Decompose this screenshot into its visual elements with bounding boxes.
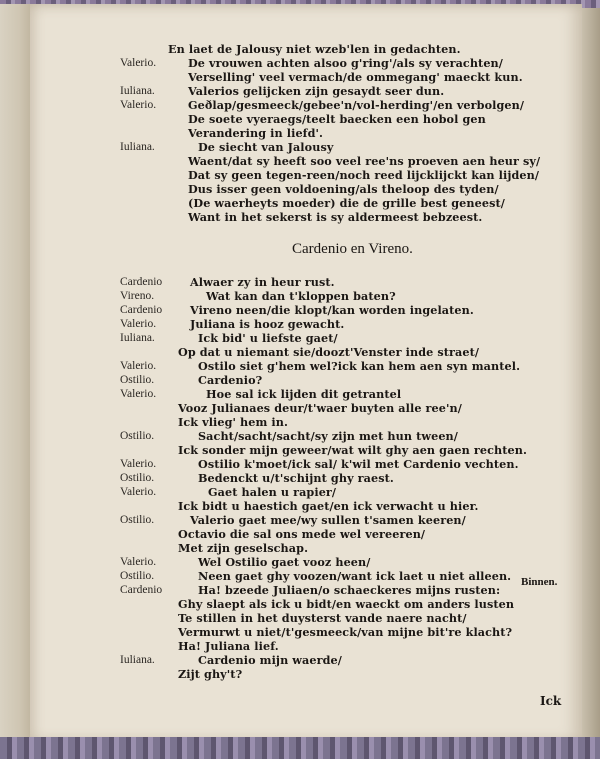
verse-text: Op dat u niemant sie/doozt'Venster inde straet/ xyxy=(178,345,480,359)
verse-text: Want in het sekerst is sy aldermeest bebzeest. xyxy=(188,210,483,224)
text-line xyxy=(30,168,582,182)
text-line xyxy=(30,56,582,70)
verse-text: Ghy slaept als ick u bidt/en waeckt om anders lusten xyxy=(178,597,515,611)
text-line xyxy=(30,527,582,541)
speaker-name: Ostilio. xyxy=(120,374,155,386)
verse-text: (De waerheyts moeder) die de grille best geneest/ xyxy=(188,196,505,210)
text-line xyxy=(30,401,582,415)
text-line xyxy=(30,583,582,597)
verse-text: Zijt ghy't? xyxy=(178,667,243,681)
text-line xyxy=(30,625,582,639)
verse-text: Wat kan dan t'kloppen baten? xyxy=(206,289,396,303)
verse-text: Te stillen in het duysterst vande naere nacht/ xyxy=(178,611,467,625)
verse-text: Met zijn geselschap. xyxy=(178,541,309,555)
text-line xyxy=(30,611,582,625)
verse-text: Wel Ostilio gaet vooz heen/ xyxy=(198,555,371,569)
text-line xyxy=(30,210,582,224)
verse-text: Cardenio mijn waerde/ xyxy=(198,653,342,667)
verse-text: Dat sy geen tegen-reen/noch reed lijcklijckt kan lijden/ xyxy=(188,168,540,182)
text-line xyxy=(30,569,582,583)
verse-text: Geðlap/gesmeeck/gebee'n/vol-herding'/en verbolgen/ xyxy=(188,98,525,112)
verse-text: Valerios gelijcken zijn gesaydt seer dun. xyxy=(188,84,445,98)
page-stack-edge xyxy=(582,8,600,738)
text-line xyxy=(30,415,582,429)
verse-text: Bedenckt u/t'schijnt ghy raest. xyxy=(198,471,394,485)
text-line xyxy=(30,471,582,485)
verse-text: De soete vyeraegs/teelt baecken een hobol gen xyxy=(188,112,486,126)
text-line xyxy=(30,541,582,555)
verse-text: Waent/dat sy heeft soo veel ree'ns proeven aen heur sy/ xyxy=(188,154,541,168)
text-line xyxy=(30,84,582,98)
verse-text: Ha! Juliana lief. xyxy=(178,639,279,653)
text-line xyxy=(30,555,582,569)
speaker-name: Valerio. xyxy=(120,99,157,111)
text-line xyxy=(30,196,582,210)
verse-text: Sacht/sacht/sacht/sy zijn met hun tween/ xyxy=(198,429,458,443)
speaker-name: Cardenio xyxy=(120,276,163,288)
verse-text: Valerio gaet mee/wy sullen t'samen keeren/ xyxy=(190,513,466,527)
text-line xyxy=(30,373,582,387)
verse-text: Ick vlieg' hem in. xyxy=(178,415,289,429)
verse-text: Ick sonder mijn geweer/wat wilt ghy aen gaen rechten. xyxy=(178,443,527,457)
verse-text: De vrouwen achten alsoo g'ring'/als sy verachten/ xyxy=(188,56,503,70)
speaker-name: Iuliana. xyxy=(120,654,155,666)
verse-text: Vireno neen/die klopt/kan worden ingelaten. xyxy=(190,303,474,317)
verse-text: Ick bid' u liefste gaet/ xyxy=(198,331,338,345)
text-line xyxy=(30,303,582,317)
text-line xyxy=(30,42,582,56)
text-line xyxy=(30,98,582,112)
text-line xyxy=(30,359,582,373)
text-line xyxy=(30,653,582,667)
verse-text: Juliana is hooz gewacht. xyxy=(190,317,345,331)
speaker-name: Cardenio xyxy=(120,584,163,596)
text-line xyxy=(30,387,582,401)
text-line xyxy=(30,70,582,84)
speaker-name: Valerio. xyxy=(120,458,157,470)
text-line xyxy=(30,499,582,513)
verse-text: Dus isser geen voldoening/als theloop des tyden/ xyxy=(188,182,499,196)
speaker-name: Ostilio. xyxy=(120,430,155,442)
text-line xyxy=(30,275,582,289)
verse-text: Hoe sal ick lijden dit getrantel xyxy=(206,387,402,401)
speaker-name: Cardenio xyxy=(120,304,163,316)
verse-text: Alwaer zy in heur rust. xyxy=(190,275,335,289)
speaker-name: Valerio. xyxy=(120,556,157,568)
verse-text: En laet de Jalousy niet wzeb'len in gedachten. xyxy=(168,42,461,56)
speaker-name: Valerio. xyxy=(120,360,157,372)
catchword: Ick xyxy=(540,694,562,708)
verse-text: Cardenio? xyxy=(198,373,263,387)
verse-text: Ostilio k'moet/ick sal/ k'wil met Cardenio vechten. xyxy=(198,457,519,471)
speaker-name: Ostilio. xyxy=(120,472,155,484)
text-line xyxy=(30,317,582,331)
verse-text: Ha! bzeede Juliaen/o schaeckeres mijns rusten: xyxy=(198,583,501,597)
text-line xyxy=(30,112,582,126)
speaker-name: Iuliana. xyxy=(120,141,155,153)
speaker-name: Iuliana. xyxy=(120,85,155,97)
text-line xyxy=(30,639,582,653)
speaker-name: Vireno. xyxy=(120,290,155,302)
text-line xyxy=(30,443,582,457)
book-page xyxy=(30,4,582,742)
verse-text: Ick bidt u haestich gaet/en ick verwacht u hier. xyxy=(178,499,479,513)
text-line xyxy=(30,513,582,527)
text-line xyxy=(30,597,582,611)
text-line xyxy=(30,182,582,196)
scene-heading: Cardenio en Vireno. xyxy=(292,241,413,257)
speaker-name: Ostilio. xyxy=(120,570,155,582)
verse-text: Verandering in liefd'. xyxy=(188,126,324,140)
verse-text: Octavio die sal ons mede wel vereeren/ xyxy=(178,527,426,541)
text-line xyxy=(30,485,582,499)
speaker-name: Valerio. xyxy=(120,486,157,498)
text-line xyxy=(30,331,582,345)
text-line xyxy=(30,126,582,140)
text-line xyxy=(30,345,582,359)
previous-page-edge xyxy=(0,4,32,742)
verse-text: Vooz Julianaes deur/t'waer buyten alle ree'n/ xyxy=(178,401,462,415)
speaker-name: Valerio. xyxy=(120,388,157,400)
text-line xyxy=(30,154,582,168)
stage-direction: Binnen. xyxy=(521,576,558,588)
text-line xyxy=(30,667,582,681)
verse-text: Vermurwt u niet/t'gesmeeck/van mijne bit're klacht? xyxy=(178,625,513,639)
speaker-name: Ostilio. xyxy=(120,514,155,526)
verse-text: Neen gaet ghy voozen/want ick laet u niet alleen. xyxy=(198,569,512,583)
speaker-name: Valerio. xyxy=(120,57,157,69)
text-line xyxy=(30,429,582,443)
speaker-name: Valerio. xyxy=(120,318,157,330)
verse-text: Ostilo siet g'hem wel?ick kan hem aen syn mantel. xyxy=(198,359,521,373)
verse-text: Verselling' veel vermach/de ommegang' maeckt kun. xyxy=(188,70,523,84)
speaker-name: Iuliana. xyxy=(120,332,155,344)
text-line xyxy=(30,140,582,154)
play-text xyxy=(30,4,582,742)
verse-text: De siecht van Jalousy xyxy=(198,140,334,154)
text-line xyxy=(30,289,582,303)
text-line xyxy=(30,457,582,471)
book-binding-bottom xyxy=(0,737,600,759)
verse-text: Gaet halen u rapier/ xyxy=(208,485,337,499)
